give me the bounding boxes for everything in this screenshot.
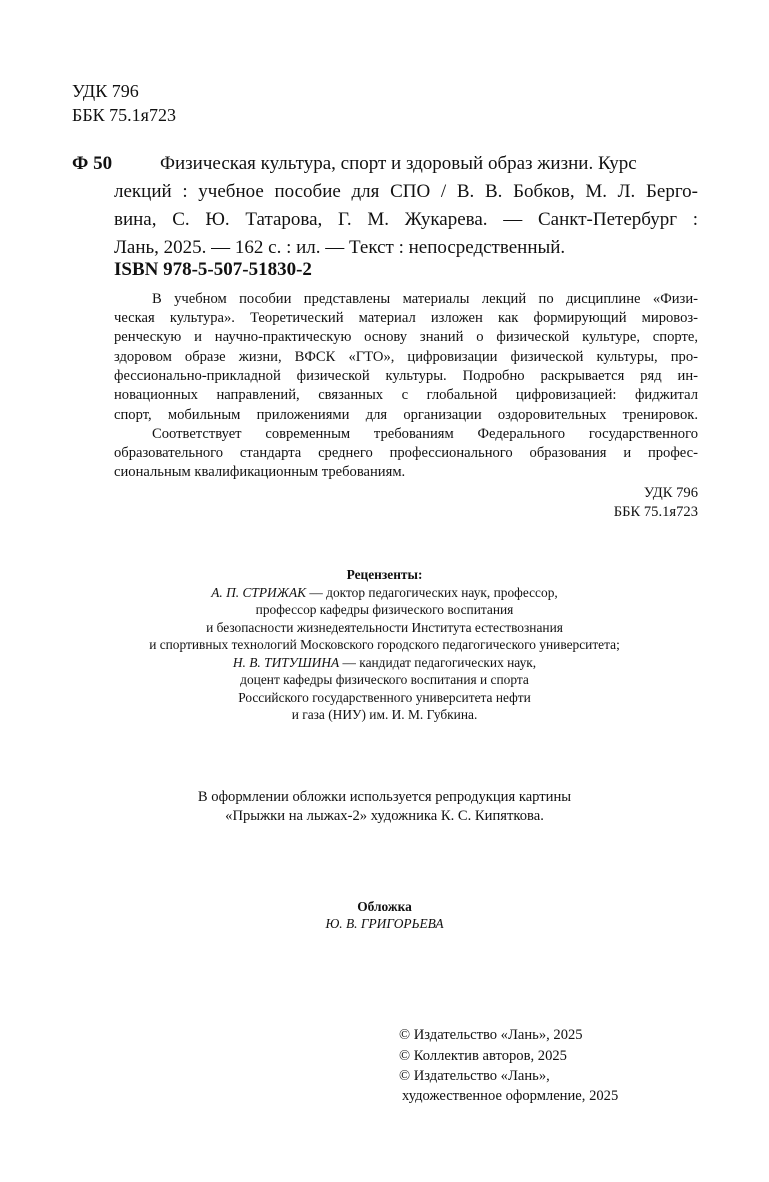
- reviewer-1-line-2: профессор кафедры физического воспитания: [255, 602, 514, 617]
- udk-code: УДК 796: [72, 81, 139, 101]
- bbk-code: ББК 75.1я723: [72, 105, 176, 125]
- reviewer-2-line-3: Российского государственного университета нефти: [238, 690, 531, 705]
- annotation-line-5: фессионально-прикладной физической культуры. Подробно раскрывается ряд ин-: [114, 368, 698, 384]
- cover-art-line-1: В оформлении обложки используется репродукция картины: [197, 789, 572, 805]
- annotation-line-6: новационных направлений, связанных с глобальной цифровизацией: фиджитал: [114, 387, 698, 403]
- copyright-line-1: © Издательство «Лань», 2025: [399, 1027, 583, 1043]
- udk-code-right: УДК 796: [643, 485, 698, 501]
- annotation-line-8: Соответствует современным требованиям Федерального государственного: [152, 426, 698, 442]
- bib-line-1: Физическая культура, спорт и здоровый образ жизни. Курс: [160, 153, 637, 174]
- reviewer-2-line-2: доцент кафедры физического воспитания и спорта: [240, 672, 529, 687]
- bib-line-3: вина, С. Ю. Татарова, Г. М. Жукарева. — Санкт-Петербург :: [114, 209, 698, 230]
- bib-line-2: лекций : учебное пособие для СПО / В. В. Бобков, М. Л. Берго-: [114, 181, 698, 202]
- reviewer-1-line-4: и спортивных технологий Московского городского педагогического университета;: [149, 637, 620, 652]
- annotation-line-2: ческая культура». Теоретический материал изложен как формирующий мировоз-: [114, 310, 698, 326]
- reviewers-heading: Рецензенты:: [346, 567, 423, 582]
- annotation-line-9: образовательного стандарта среднего профессионального образования и профес-: [114, 445, 698, 461]
- reviewer-1-line-1: [0, 584, 769, 602]
- copyright-line-4: художественное оформление, 2025: [402, 1088, 619, 1104]
- copyright-line-2: © Коллектив авторов, 2025: [399, 1048, 567, 1064]
- annotation-line-10: сиональным квалификационным требованиям.: [114, 464, 406, 480]
- reviewer-2-name: Н. В. ТИТУШИНА: [232, 655, 340, 670]
- reviewer-1-line-3: и безопасности жизнедеятельности Института естествознания: [206, 620, 563, 635]
- annotation-line-1: В учебном пособии представлены материалы лекций по дисциплине «Физи-: [152, 291, 698, 307]
- reviewer-2-line-1: [0, 654, 769, 672]
- copyright-line-3: © Издательство «Лань»,: [399, 1068, 550, 1084]
- cover-credit-name: Ю. В. ГРИГОРЬЕВА: [325, 916, 444, 931]
- cover-credit-heading: Обложка: [357, 899, 412, 914]
- author-code: Ф 50: [72, 153, 113, 174]
- reviewer-2-title: — кандидат педагогических наук,: [339, 655, 537, 670]
- annotation-line-3: ренческую и научно-практическую основу знаний о физической культуре, спорте,: [114, 329, 698, 345]
- reviewer-2-line-4: и газа (НИУ) им. И. М. Губкина.: [291, 707, 478, 722]
- bbk-code-right: ББК 75.1я723: [613, 504, 698, 520]
- cover-art-line-2: «Прыжки на лыжах-2» художника К. С. Кипяткова.: [225, 808, 544, 824]
- reviewer-1-name: А. П. СТРИЖАК: [211, 585, 307, 600]
- annotation-line-7: спорт, мобильным приложениями для организации оздоровительных тренировок.: [114, 407, 698, 423]
- isbn: ISBN 978-5-507-51830-2: [114, 259, 312, 280]
- bib-line-4: Лань, 2025. — 162 с. : ил. — Текст : непосредственный.: [114, 237, 566, 258]
- annotation-line-4: здоровом образе жизни, ВФСК «ГТО», цифровизации физической культуры, про-: [114, 349, 698, 365]
- reviewer-1-title: — доктор педагогических наук, профессор,: [306, 585, 558, 600]
